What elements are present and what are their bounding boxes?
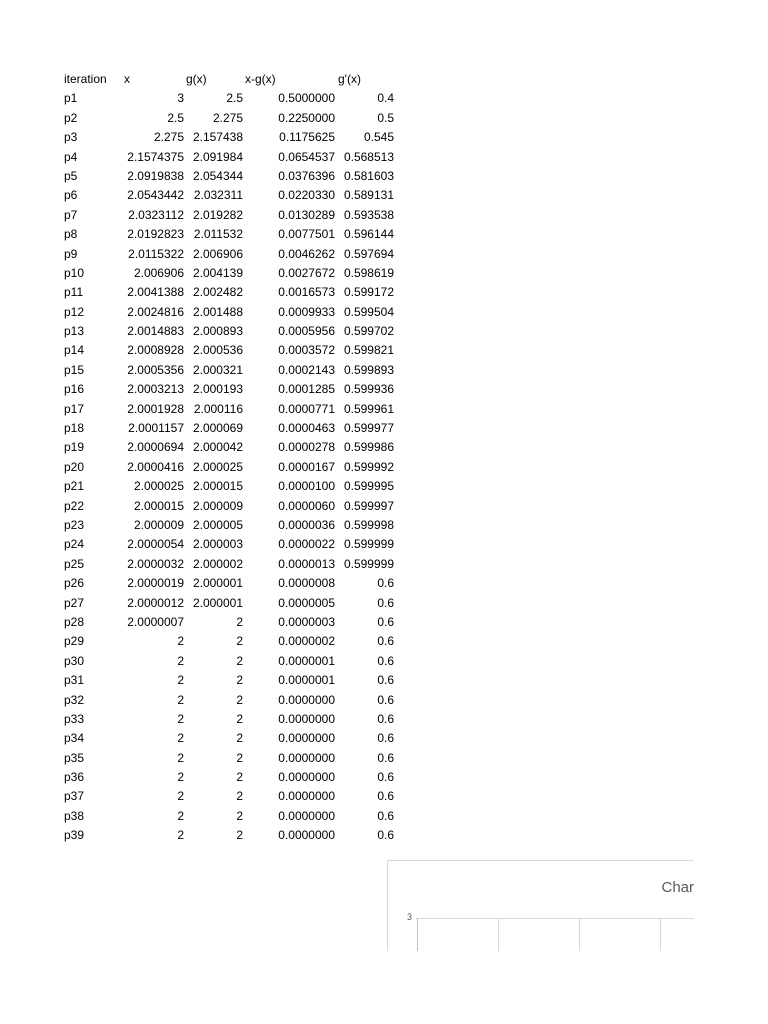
cell-iteration[interactable]: p24 (64, 537, 85, 552)
cell-gx[interactable]: 2 (236, 711, 243, 726)
cell-iteration[interactable]: p12 (64, 304, 85, 319)
cell-x[interactable]: 2 (177, 692, 184, 707)
cell-iteration[interactable]: p16 (64, 382, 85, 397)
cell-x[interactable]: 3 (177, 91, 184, 106)
cell-x[interactable]: 2.1574375 (127, 149, 184, 164)
cell-gprime[interactable]: 0.5 (377, 110, 394, 125)
cell-x[interactable]: 2 (177, 808, 184, 823)
cell-gx[interactable]: 2.000001 (192, 595, 243, 610)
cell-gx[interactable]: 2 (236, 750, 243, 765)
cell-gx[interactable]: 2.054344 (192, 168, 243, 183)
cell-iteration[interactable]: p18 (64, 421, 85, 436)
header-gx: g(x) (186, 72, 207, 86)
cell-x[interactable]: 2.0041388 (127, 285, 184, 300)
cell-iteration[interactable]: p33 (64, 711, 85, 726)
cell-gprime[interactable]: 0.599986 (343, 440, 394, 455)
cell-gx[interactable]: 2.000009 (192, 498, 243, 513)
chart-vertical-gridline (660, 918, 661, 951)
header-x-minus-gx: x-g(x) (245, 72, 276, 86)
cell-x[interactable]: 2.0000694 (127, 440, 184, 455)
cell-gprime[interactable]: 0.597694 (343, 246, 394, 261)
cell-gprime[interactable]: 0.6 (377, 692, 394, 707)
cell-iteration[interactable]: p5 (64, 168, 78, 183)
cell-iteration[interactable]: p38 (64, 808, 85, 823)
cell-iteration[interactable]: p13 (64, 324, 85, 339)
cell-iteration[interactable]: p3 (64, 130, 78, 145)
cell-gx[interactable]: 2 (236, 653, 243, 668)
cell-x[interactable]: 2.000025 (133, 479, 184, 494)
cell-x-minus-gx[interactable]: 0.0000013 (278, 556, 335, 571)
cell-iteration[interactable]: p32 (64, 692, 85, 707)
cell-iteration[interactable]: p21 (64, 479, 85, 494)
cell-gx[interactable]: 2.000005 (192, 517, 243, 532)
cell-iteration[interactable]: p15 (64, 362, 85, 377)
cell-gx[interactable]: 2.5 (226, 91, 243, 106)
cell-gprime[interactable]: 0.581603 (343, 168, 394, 183)
cell-gx[interactable]: 2 (236, 634, 243, 649)
cell-iteration[interactable]: p27 (64, 595, 85, 610)
chart-area[interactable] (387, 860, 694, 951)
cell-x-minus-gx[interactable]: 0.0000036 (278, 517, 335, 532)
cell-iteration[interactable]: p8 (64, 227, 78, 242)
cell-gx[interactable]: 2.000193 (192, 382, 243, 397)
cell-gprime[interactable]: 0.589131 (343, 188, 394, 203)
cell-gx[interactable]: 2.091984 (192, 149, 243, 164)
cell-gx[interactable]: 2.157438 (192, 130, 243, 145)
cell-x[interactable]: 2.0008928 (127, 343, 184, 358)
cell-gx[interactable]: 2.000001 (192, 576, 243, 591)
cell-x[interactable]: 2.0001157 (128, 421, 184, 436)
cell-iteration[interactable]: p23 (64, 517, 85, 532)
cell-x-minus-gx[interactable]: 0.0000000 (278, 711, 335, 726)
cell-x-minus-gx[interactable]: 0.0000022 (278, 537, 335, 552)
cell-iteration[interactable]: p25 (64, 556, 85, 571)
cell-x[interactable]: 2.0003213 (127, 382, 184, 397)
cell-gprime[interactable]: 0.599504 (343, 304, 394, 319)
chart-vertical-gridline (498, 918, 499, 951)
cell-gx[interactable]: 2.011532 (193, 227, 243, 242)
cell-gprime[interactable]: 0.599997 (343, 498, 394, 513)
cell-x-minus-gx[interactable]: 0.0009933 (278, 304, 335, 319)
cell-gx[interactable]: 2.000002 (192, 556, 243, 571)
cell-gx[interactable]: 2.000321 (192, 362, 243, 377)
cell-gx[interactable]: 2 (236, 673, 243, 688)
cell-gprime[interactable]: 0.598619 (343, 265, 394, 280)
cell-gprime[interactable]: 0.596144 (343, 227, 394, 242)
cell-x-minus-gx[interactable]: 0.0000000 (278, 731, 335, 746)
header-iteration: iteration (64, 72, 107, 86)
cell-x-minus-gx[interactable]: 0.0654537 (278, 149, 335, 164)
cell-iteration[interactable]: p2 (64, 110, 78, 125)
cell-gprime[interactable]: 0.6 (377, 770, 394, 785)
cell-gprime[interactable]: 0.599992 (343, 459, 394, 474)
cell-gprime[interactable]: 0.6 (377, 828, 394, 843)
chart-vertical-gridline (579, 918, 580, 951)
cell-x-minus-gx[interactable]: 0.0130289 (278, 207, 335, 222)
cell-x-minus-gx[interactable]: 0.0000000 (278, 770, 335, 785)
cell-x-minus-gx[interactable]: 0.0000100 (278, 479, 335, 494)
cell-gprime[interactable]: 0.599998 (343, 517, 394, 532)
cell-gprime[interactable]: 0.599977 (343, 421, 394, 436)
cell-gprime[interactable]: 0.6 (377, 595, 394, 610)
chart-gridline (416, 918, 694, 919)
cell-gprime[interactable]: 0.568513 (343, 149, 394, 164)
cell-gprime[interactable]: 0.599995 (343, 479, 394, 494)
cell-x[interactable]: 2.0014883 (127, 324, 184, 339)
cell-x-minus-gx[interactable]: 0.0000278 (278, 440, 335, 455)
cell-x-minus-gx[interactable]: 0.0000000 (278, 828, 335, 843)
cell-x-minus-gx[interactable]: 0.0000463 (278, 421, 335, 436)
cell-iteration[interactable]: p17 (64, 401, 85, 416)
cell-x-minus-gx[interactable]: 0.0000060 (278, 498, 335, 513)
cell-iteration[interactable]: p1 (64, 91, 78, 106)
cell-x[interactable]: 2.0000054 (127, 537, 184, 552)
cell-gprime[interactable]: 0.6 (377, 576, 394, 591)
cell-iteration[interactable]: p30 (64, 653, 85, 668)
cell-x-minus-gx[interactable]: 0.0000001 (278, 673, 335, 688)
cell-iteration[interactable]: p29 (64, 634, 85, 649)
cell-iteration[interactable]: p36 (64, 770, 85, 785)
cell-x-minus-gx[interactable]: 0.0000000 (278, 789, 335, 804)
cell-x-minus-gx[interactable]: 0.0016573 (278, 285, 335, 300)
cell-x[interactable]: 2.0323112 (128, 207, 184, 222)
cell-x-minus-gx[interactable]: 0.0000000 (278, 750, 335, 765)
cell-x-minus-gx[interactable]: 0.0000002 (278, 634, 335, 649)
cell-x-minus-gx[interactable]: 0.5000000 (278, 91, 335, 106)
cell-gx[interactable]: 2.000116 (193, 401, 243, 416)
cell-x-minus-gx[interactable]: 0.0002143 (278, 362, 335, 377)
cell-gx[interactable]: 2 (236, 770, 243, 785)
cell-x[interactable]: 2 (177, 673, 184, 688)
cell-x[interactable]: 2.006906 (133, 265, 184, 280)
cell-gprime[interactable]: 0.599999 (343, 537, 394, 552)
cell-gx[interactable]: 2.000069 (192, 421, 243, 436)
cell-iteration[interactable]: p26 (64, 576, 85, 591)
cell-iteration[interactable]: p4 (64, 149, 78, 164)
cell-gprime[interactable]: 0.599821 (343, 343, 394, 358)
cell-gx[interactable]: 2.000536 (192, 343, 243, 358)
cell-iteration[interactable]: p22 (64, 498, 85, 513)
cell-gprime[interactable]: 0.599961 (343, 401, 394, 416)
cell-x[interactable]: 2.0543442 (127, 188, 184, 203)
cell-x[interactable]: 2 (177, 731, 184, 746)
cell-x-minus-gx[interactable]: 0.0000001 (278, 653, 335, 668)
cell-gx[interactable]: 2 (236, 731, 243, 746)
cell-iteration[interactable]: p20 (64, 459, 85, 474)
cell-x[interactable]: 2.0001928 (127, 401, 184, 416)
cell-gprime[interactable]: 0.599893 (343, 362, 394, 377)
cell-gx[interactable]: 2.000042 (192, 440, 243, 455)
cell-gprime[interactable]: 0.6 (377, 673, 394, 688)
cell-iteration[interactable]: p14 (64, 343, 85, 358)
cell-iteration[interactable]: p9 (64, 246, 78, 261)
cell-gprime[interactable]: 0.6 (377, 731, 394, 746)
cell-x[interactable]: 2 (177, 770, 184, 785)
cell-iteration[interactable]: p34 (64, 731, 85, 746)
cell-gx[interactable]: 2.019282 (192, 207, 243, 222)
cell-x-minus-gx[interactable]: 0.0000003 (278, 614, 335, 629)
cell-gx[interactable]: 2 (236, 808, 243, 823)
header-x: x (124, 72, 130, 86)
cell-x[interactable]: 2.0919838 (127, 168, 184, 183)
cell-x[interactable]: 2.0115322 (128, 246, 184, 261)
chart-y-axis (417, 918, 418, 951)
cell-iteration[interactable]: p35 (64, 750, 85, 765)
cell-x-minus-gx[interactable]: 0.0220330 (278, 188, 335, 203)
cell-x-minus-gx[interactable]: 0.0077501 (278, 227, 335, 242)
cell-gx[interactable]: 2.000003 (192, 537, 243, 552)
cell-x[interactable]: 2.0024816 (127, 304, 184, 319)
cell-gx[interactable]: 2.006906 (192, 246, 243, 261)
chart-title: Char (661, 879, 694, 896)
cell-x-minus-gx[interactable]: 0.0027672 (278, 265, 335, 280)
cell-gprime[interactable]: 0.6 (377, 653, 394, 668)
cell-x[interactable]: 2 (177, 828, 184, 843)
cell-x[interactable]: 2.000009 (133, 517, 184, 532)
cell-gprime[interactable]: 0.599702 (343, 324, 394, 339)
cell-x[interactable]: 2 (177, 634, 184, 649)
cell-gprime[interactable]: 0.6 (377, 808, 394, 823)
cell-iteration[interactable]: p11 (64, 285, 84, 300)
cell-x[interactable]: 2.0000416 (127, 459, 184, 474)
cell-gprime[interactable]: 0.599172 (343, 285, 394, 300)
cell-x-minus-gx[interactable]: 0.0000005 (278, 595, 335, 610)
cell-x-minus-gx[interactable]: 0.0000000 (278, 808, 335, 823)
cell-x-minus-gx[interactable]: 0.0000000 (278, 692, 335, 707)
cell-x[interactable]: 2.0000012 (127, 595, 184, 610)
cell-x-minus-gx[interactable]: 0.0376396 (278, 168, 335, 183)
cell-x-minus-gx[interactable]: 0.0000167 (278, 459, 335, 474)
cell-gx[interactable]: 2 (236, 828, 243, 843)
cell-iteration[interactable]: p19 (64, 440, 85, 455)
cell-gx[interactable]: 2.275 (212, 110, 243, 125)
cell-gprime[interactable]: 0.4 (377, 91, 394, 106)
cell-gx[interactable]: 2.000025 (192, 459, 243, 474)
cell-x-minus-gx[interactable]: 0.0003572 (278, 343, 335, 358)
cell-gx[interactable]: 2.000015 (192, 479, 243, 494)
cell-x[interactable]: 2 (177, 711, 184, 726)
cell-x[interactable]: 2.0000032 (127, 556, 184, 571)
cell-x[interactable]: 2.000015 (133, 498, 184, 513)
cell-gx[interactable]: 2.002482 (192, 285, 243, 300)
cell-gprime[interactable]: 0.593538 (343, 207, 394, 222)
cell-gx[interactable]: 2 (236, 789, 243, 804)
cell-iteration[interactable]: p39 (64, 828, 85, 843)
cell-gprime[interactable]: 0.6 (377, 711, 394, 726)
cell-x[interactable]: 2.275 (153, 130, 184, 145)
cell-x[interactable]: 2.5 (167, 110, 184, 125)
y-axis-tick-label: 3 (407, 912, 413, 922)
cell-gprime[interactable]: 0.6 (377, 750, 394, 765)
cell-x[interactable]: 2 (177, 789, 184, 804)
cell-x[interactable]: 2 (177, 653, 184, 668)
cell-gx[interactable]: 2 (236, 692, 243, 707)
cell-x-minus-gx[interactable]: 0.0000008 (278, 576, 335, 591)
cell-gprime[interactable]: 0.6 (377, 789, 394, 804)
cell-gx[interactable]: 2.032311 (193, 188, 243, 203)
cell-gx[interactable]: 2.004139 (192, 265, 243, 280)
cell-iteration[interactable]: p37 (64, 789, 85, 804)
cell-x[interactable]: 2 (177, 750, 184, 765)
cell-x-minus-gx[interactable]: 0.0001285 (278, 382, 335, 397)
cell-gx[interactable]: 2.000893 (192, 324, 243, 339)
cell-gx[interactable]: 2 (236, 614, 243, 629)
cell-iteration[interactable]: p31 (64, 673, 85, 688)
cell-x-minus-gx[interactable]: 0.0046262 (278, 246, 335, 261)
cell-x-minus-gx[interactable]: 0.0000771 (278, 401, 335, 416)
header-gprime: g'(x) (338, 72, 361, 86)
cell-gprime[interactable]: 0.545 (363, 130, 394, 145)
cell-x-minus-gx[interactable]: 0.0005956 (278, 324, 335, 339)
cell-x[interactable]: 2.0005356 (127, 362, 184, 377)
cell-gprime[interactable]: 0.6 (377, 634, 394, 649)
cell-iteration[interactable]: p7 (64, 207, 78, 222)
cell-iteration[interactable]: p6 (64, 188, 78, 203)
cell-gprime[interactable]: 0.6 (377, 614, 394, 629)
cell-x[interactable]: 2.0000007 (127, 614, 184, 629)
cell-x[interactable]: 2.0000019 (127, 576, 184, 591)
cell-iteration[interactable]: p10 (64, 265, 85, 280)
cell-gx[interactable]: 2.001488 (192, 304, 243, 319)
cell-x-minus-gx[interactable]: 0.1175625 (279, 130, 335, 145)
cell-gprime[interactable]: 0.599999 (343, 556, 394, 571)
cell-x[interactable]: 2.0192823 (127, 227, 184, 242)
cell-x-minus-gx[interactable]: 0.2250000 (278, 110, 335, 125)
cell-iteration[interactable]: p28 (64, 614, 85, 629)
cell-gprime[interactable]: 0.599936 (343, 382, 394, 397)
